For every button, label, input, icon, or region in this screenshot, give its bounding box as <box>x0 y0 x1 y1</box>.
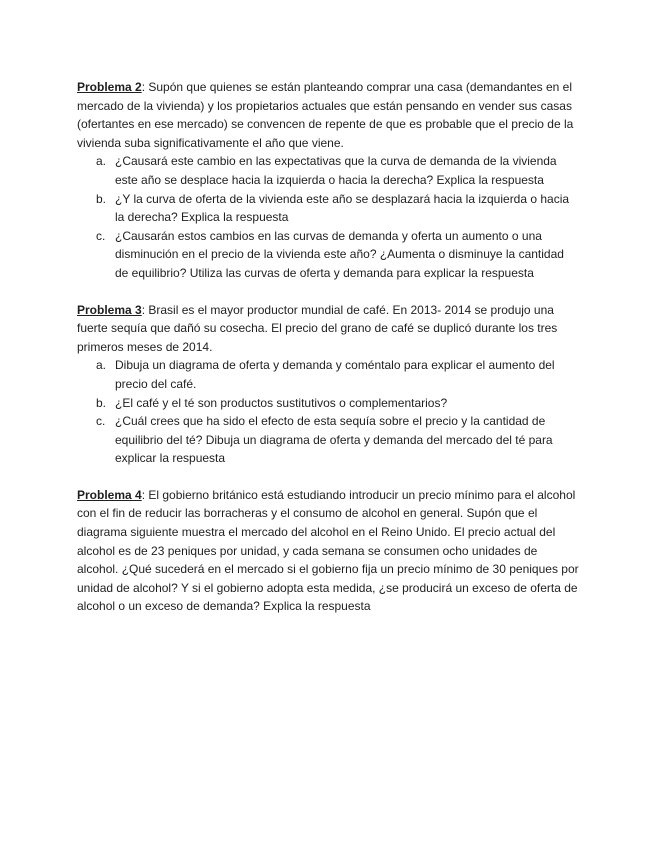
problem-2 <box>77 78 580 283</box>
problem-3 <box>77 301 580 468</box>
list-item <box>96 412 580 468</box>
list-item <box>96 227 580 283</box>
problem-2-text: : Supón que quienes se están planteando comprar una casa (demandantes en el mercado de la vivienda) y los propietarios actuales que están pensando en vender sus casas (ofertantes en ese mercado) se convencen de repente de que es probable que el precio de la vivienda suba significativamente el año que viene. <box>77 80 574 150</box>
list-marker: a. <box>96 154 107 169</box>
list-item <box>96 394 580 413</box>
problem-4 <box>77 486 580 616</box>
list-item-text: ¿El café y el té son productos sustitutivos o complementarios? <box>115 395 448 410</box>
list-marker: b. <box>96 395 107 410</box>
list-marker: c. <box>96 228 106 243</box>
list-item <box>96 356 580 393</box>
document-page <box>77 78 580 616</box>
problem-3-intro <box>77 301 580 357</box>
list-item-text: ¿Causarán estos cambios en las curvas de demanda y oferta un aumento o una disminución en el precio de la vivienda este año? ¿Aumenta o disminuye la cantidad de equilibrio? Utiliza las curvas de oferta y demanda para explicar la respuesta <box>115 228 564 280</box>
list-item-text: ¿Cuál crees que ha sido el efecto de esta sequía sobre el precio y la cantidad de equilibrio del té? Dibuja un diagrama de oferta y demanda del mercado del té para explicar la respuesta <box>115 414 553 466</box>
list-item-text: ¿Causará este cambio en las expectativas que la curva de demanda de la vivienda este año se desplace hacia la izquierda o hacia la derecha? Explica la respuesta <box>115 154 557 187</box>
problem-4-text: : El gobierno británico está estudiando introducir un precio mínimo para el alcohol con el fin de reducir las borracheras y el consumo de alcohol en general. Supón que el diagrama siguiente muestra el mercado del alcohol en el Reino Unido. El precio actual del alcohol es de 23 peniques por unidad, y cada semana se consumen ocho unidades de alcohol. ¿Qué sucederá en el mercado si el gobierno fija un precio mínimo de 30 peniques por unidad de alcohol? Y si el gobierno adopta esta medida, ¿se producirá un exceso de oferta de alcohol o un exceso de demanda? Explica la respuesta <box>77 487 579 614</box>
problem-2-items <box>77 152 580 282</box>
problem-3-items <box>77 356 580 468</box>
problem-3-label: Problema 3 <box>77 302 142 317</box>
problem-4-label: Problema 4 <box>77 487 142 502</box>
problem-2-intro <box>77 78 580 152</box>
list-marker: b. <box>96 191 107 206</box>
list-item <box>96 152 580 189</box>
list-marker: c. <box>96 414 106 429</box>
problem-3-text: : Brasil es el mayor productor mundial de café. En 2013- 2014 se produjo una fuerte sequía que dañó su cosecha. El precio del grano de café se duplicó durante los tres primeros meses de 2014. <box>77 302 558 354</box>
list-item-text: ¿Y la curva de oferta de la vivienda este año se desplazará hacia la izquierda o hacia la derecha? Explica la respuesta <box>115 191 570 225</box>
problem-4-intro <box>77 486 580 616</box>
list-item <box>96 190 580 227</box>
list-item-text: Dibuja un diagrama de oferta y demanda y coméntalo para explicar el aumento del precio del café. <box>115 358 555 391</box>
problem-2-label: Problema 2 <box>77 80 142 94</box>
list-marker: a. <box>96 358 107 373</box>
